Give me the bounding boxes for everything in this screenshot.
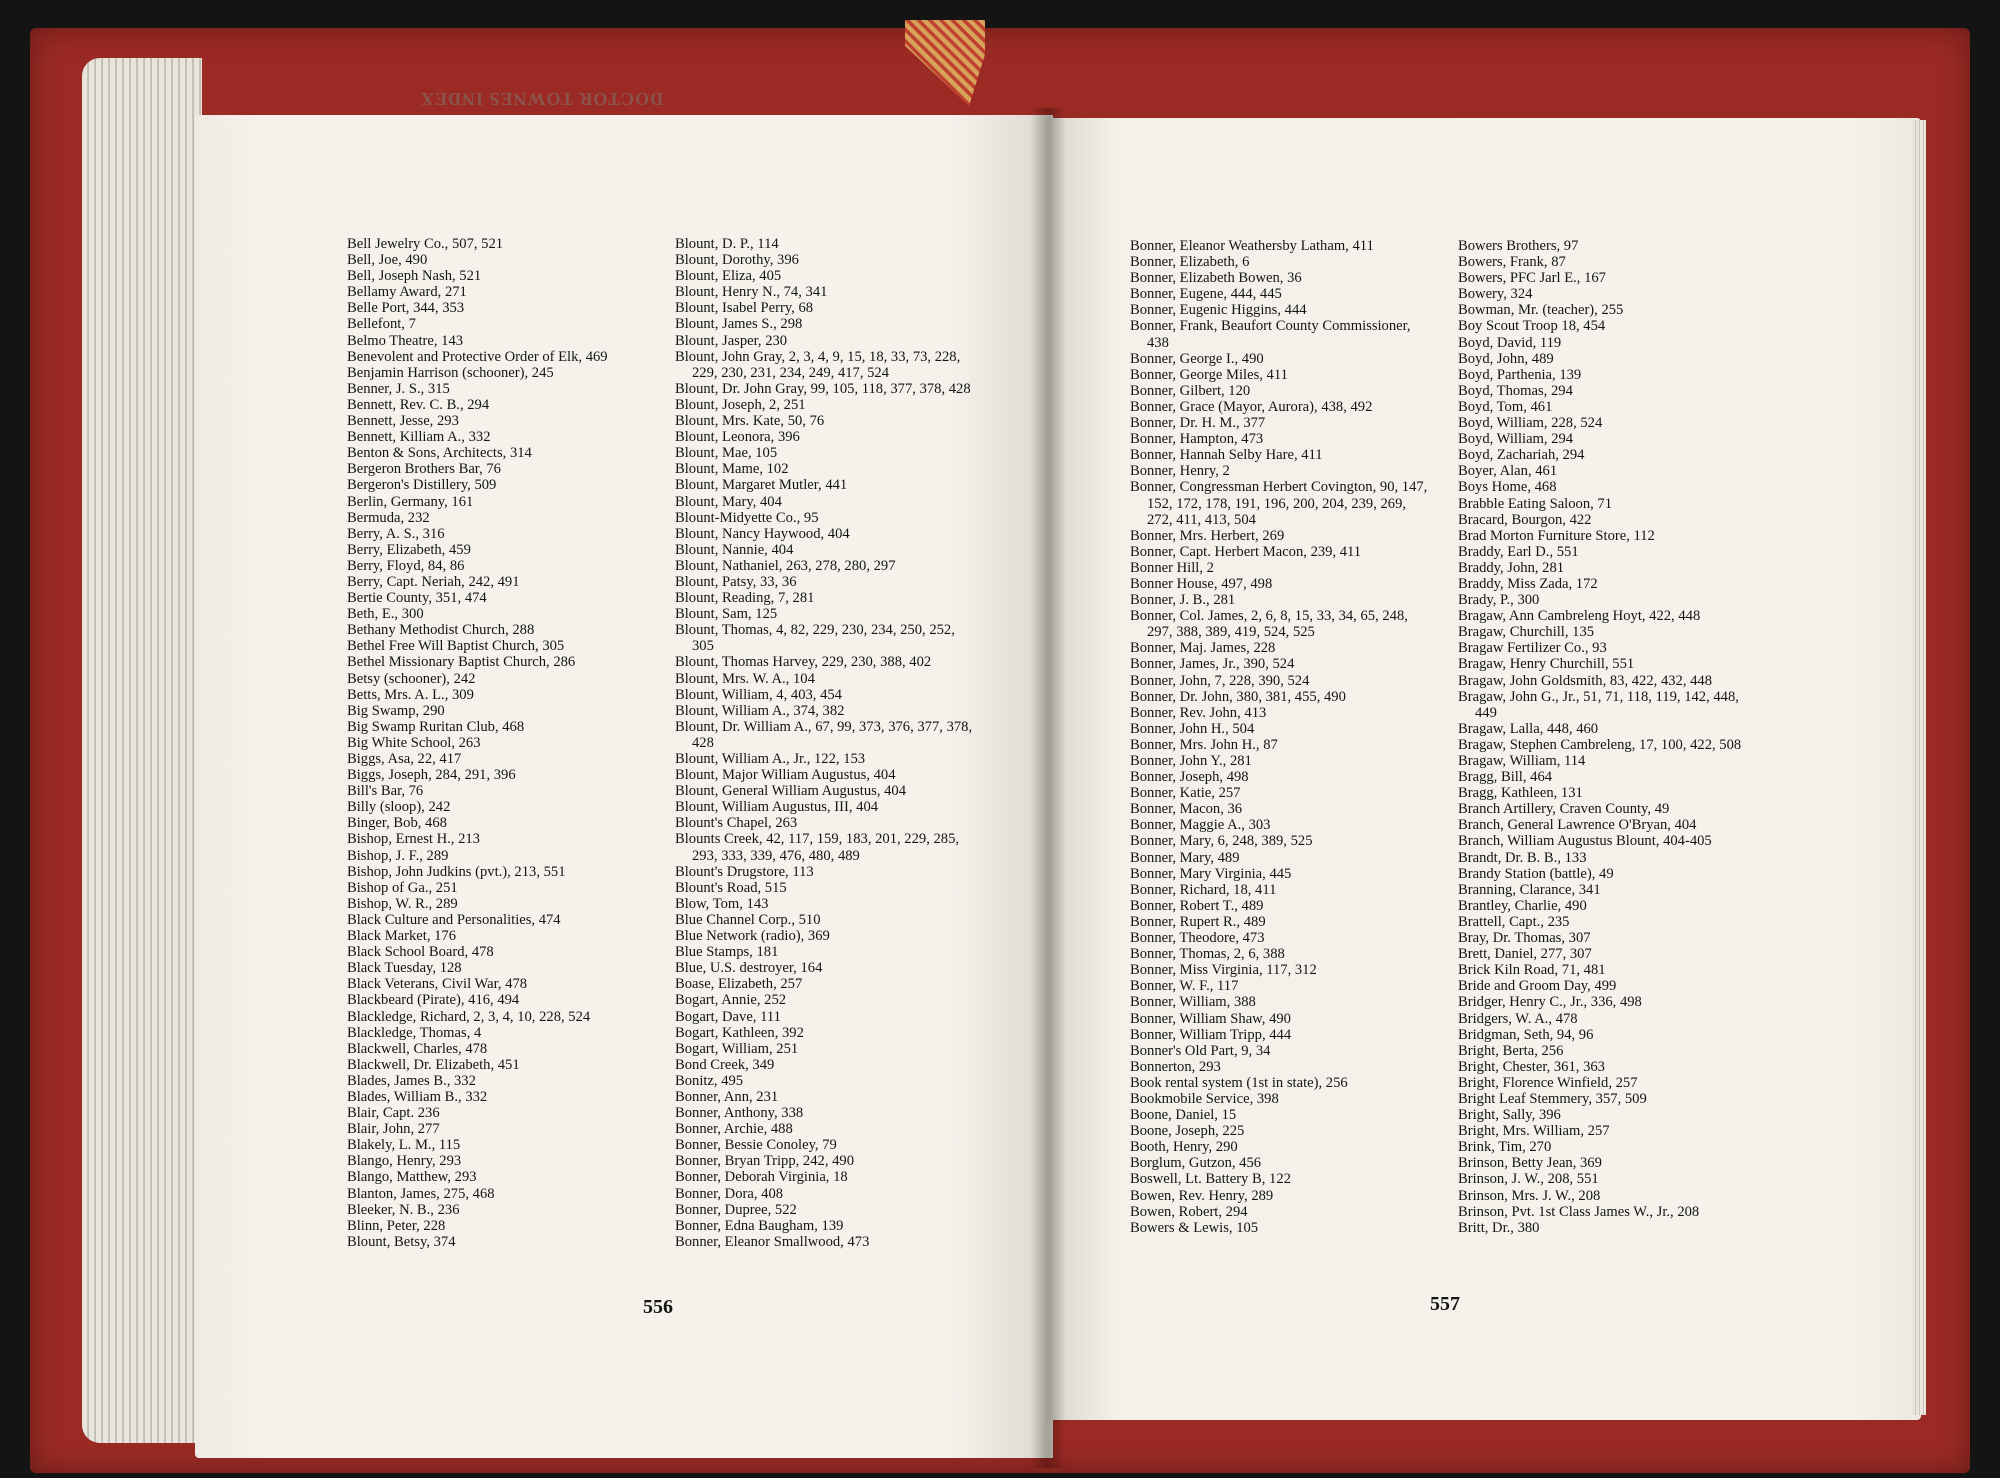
index-column-3 [1130,238,1435,1236]
index-entry: Bright, Berta, 256 [1458,1042,1564,1059]
index-entry: Branch, William Augustus Blount, 404-405 [1458,833,1712,850]
index-entry: Bragaw, John G., Jr., 51, 71, 118, 119, 142, 448, 449 [1458,688,1739,721]
index-entry: Booth, Henry, 290 [1130,1139,1238,1156]
index-entry: Bonner, Eugenic Higgins, 444 [1130,302,1307,319]
page-number-right: 557 [1430,1293,1460,1315]
index-entry: Biggs, Asa, 22, 417 [347,751,462,767]
index-entry: Blount's Chapel, 263 [675,815,798,832]
index-entry: Bonner, Maggie A., 303 [1130,817,1271,834]
index-entry: Bright, Mrs. William, 257 [1458,1123,1610,1140]
index-entry: Blount, James S., 298 [675,316,803,333]
index-entry: Boone, Daniel, 15 [1130,1107,1237,1124]
index-entry: Bonner, Joseph, 498 [1130,769,1249,786]
index-entry: Boyd, William, 294 [1458,431,1574,448]
index-entry: Bonner, Capt. Herbert Macon, 239, 411 [1130,543,1362,560]
index-entry: Bridger, Henry C., Jr., 336, 498 [1458,994,1642,1011]
index-entry: Blackwell, Charles, 478 [347,1040,488,1057]
index-entry: Blount, Dr. William A., 67, 99, 373, 376, 377, 378, 428 [675,718,973,751]
index-entry: Berry, A. S., 316 [347,525,445,542]
index-entry: Boys Home, 468 [1458,479,1557,496]
index-entry: Black Tuesday, 128 [347,960,462,977]
page-edges-left [82,58,202,1443]
index-entry: Bonner, Eugene, 444, 445 [1130,286,1282,303]
index-entry: Bright, Florence Winfield, 257 [1458,1074,1638,1091]
index-entry: Bridgers, W. A., 478 [1458,1010,1578,1027]
index-entry: Brady, P., 300 [1458,592,1540,609]
index-entry: Benner, J. S., 315 [347,380,450,397]
index-entry: Bragaw, Ann Cambreleng Hoyt, 422, 448 [1458,608,1701,625]
index-entry: Berlin, Germany, 161 [347,493,474,510]
index-entry: Bowery, 324 [1458,286,1533,303]
index-entry: Blount-Midyette Co., 95 [675,509,819,526]
index-entry: Bragaw, Lalla, 448, 460 [1458,720,1599,737]
index-entry: Bonner, Grace (Mayor, Aurora), 438, 492 [1130,398,1373,415]
page-number-left: 556 [643,1296,673,1318]
index-entry: Bowers Brothers, 97 [1458,238,1579,254]
index-entry: Blount, William Augustus, III, 404 [675,799,879,816]
index-entry: Bonner, Mrs. John H., 87 [1130,736,1278,753]
index-entry: Blair, Capt. 236 [347,1105,440,1122]
index-entry: Blount, William A., Jr., 122, 153 [675,751,866,767]
index-entry: Biggs, Joseph, 284, 291, 396 [347,767,516,784]
index-entry: Bookmobile Service, 398 [1130,1090,1279,1107]
index-entry: Blount, Jasper, 230 [675,332,788,349]
index-entry: Bellamy Award, 271 [347,284,467,301]
index-entry: Bragaw, William, 114 [1458,753,1586,769]
index-entry: Bray, Dr. Thomas, 307 [1458,930,1591,947]
index-column-1 [347,236,647,1250]
index-entry: Brantley, Charlie, 490 [1458,897,1587,914]
index-entry: Boase, Elizabeth, 257 [675,976,803,993]
index-entry: Blount's Road, 515 [675,879,787,896]
index-entry: Bogart, Dave, 111 [675,1008,781,1025]
index-entry: Boswell, Lt. Battery B, 122 [1130,1171,1291,1188]
index-entry: Bennett, Rev. C. B., 294 [347,396,490,413]
index-entry: Blount, General William Augustus, 404 [675,783,907,800]
index-entry: Blount, Sam, 125 [675,606,778,623]
index-entry: Bowers & Lewis, 105 [1130,1219,1259,1236]
index-entry: Bleeker, N. B., 236 [347,1201,460,1218]
index-entry: Bragaw Fertilizer Co., 93 [1458,640,1607,657]
index-entry: Blango, Matthew, 293 [347,1169,477,1186]
index-entry: Bonitz, 495 [675,1072,744,1089]
index-entry: Boyd, Parthenia, 139 [1458,366,1582,383]
index-entry: Bethel Free Will Baptist Church, 305 [347,638,565,655]
index-entry: Bridgman, Seth, 94, 96 [1458,1026,1594,1043]
index-entry: Bonner, Frank, Beaufort County Commissioner, 438 [1130,318,1411,351]
index-entry: Branch Artillery, Craven County, 49 [1458,801,1670,818]
index-entry: Blount, Thomas, 4, 82, 229, 230, 234, 250, 252, 305 [675,622,955,655]
index-entry: Blades, James B., 332 [347,1072,476,1089]
index-entry: Bill's Bar, 76 [347,783,424,800]
index-entry: Bogart, Kathleen, 392 [675,1024,804,1041]
index-entry: Bonner, Robert T., 489 [1130,897,1264,914]
index-entry: Blackwell, Dr. Elizabeth, 451 [347,1056,520,1073]
index-entry: Benton & Sons, Architects, 314 [347,445,532,462]
index-entry: Bonner, William Tripp, 444 [1130,1026,1292,1043]
index-entry: Bracard, Bourgon, 422 [1458,511,1592,528]
index-entry: Blount, Mrs. W. A., 104 [675,670,815,687]
index-entry: Braddy, Miss Zada, 172 [1458,575,1598,592]
index-entry: Brick Kiln Road, 71, 481 [1458,962,1606,979]
index-entry: Bragaw, Churchill, 135 [1458,624,1595,641]
index-entry: Blount, John Gray, 2, 3, 4, 9, 15, 18, 33, 73, 228, 229, 230, 231, 234, 249, 417, 524 [675,348,961,381]
index-entry: Bright, Chester, 361, 363 [1458,1058,1605,1075]
index-entry: Black Market, 176 [347,928,457,945]
index-entry: Beth, E., 300 [347,606,424,623]
index-entry: Brinson, Betty Jean, 369 [1458,1155,1602,1172]
index-entry: Benevolent and Protective Order of Elk, 469 [347,348,608,365]
index-entry: Bonner's Old Part, 9, 34 [1130,1042,1271,1059]
index-entry: Bowers, PFC Jarl E., 167 [1458,270,1606,287]
index-entry: Betts, Mrs. A. L., 309 [347,686,474,703]
index-entry: Bragaw, Henry Churchill, 551 [1458,656,1635,673]
index-entry: Billy (sloop), 242 [347,799,451,816]
index-entry: Bethany Methodist Church, 288 [347,622,535,639]
index-entry: Bonner, Dora, 408 [675,1185,784,1202]
index-entry: Bonner, John H., 504 [1130,720,1255,737]
index-entry: Boyd, William, 228, 524 [1458,415,1603,432]
index-entry: Bragaw, Stephen Cambreleng, 17, 100, 422, 508 [1458,736,1742,753]
index-entry: Bennett, Killiam A., 332 [347,429,491,446]
index-entry: Bonner, Hannah Selby Hare, 411 [1130,447,1323,464]
index-entry: Blue Network (radio), 369 [675,928,830,945]
index-entry: Brinson, J. W., 208, 551 [1458,1171,1599,1188]
index-entry: Bonner, Rev. John, 413 [1130,704,1267,721]
index-entry: Big Swamp Ruritan Club, 468 [347,718,525,735]
index-entry: Blount, Eliza, 405 [675,268,782,285]
index-entry: Brad Morton Furniture Store, 112 [1458,527,1655,544]
index-entry: Boy Scout Troop 18, 454 [1458,318,1606,335]
index-entry: Blount, Patsy, 33, 36 [675,573,797,590]
index-entry: Branning, Clarance, 341 [1458,881,1601,898]
index-entry: Bonner, Dupree, 522 [675,1201,797,1218]
index-entry: Blount, Dorothy, 396 [675,252,799,269]
index-entry: Bergeron's Distillery, 509 [347,477,497,494]
index-entry: Bogart, William, 251 [675,1040,799,1057]
index-column-2 [675,236,980,1250]
index-entry: Blount, Dr. John Gray, 99, 105, 118, 377, 378, 428 [675,380,971,397]
index-entry: Bonner, Bryan Tripp, 242, 490 [675,1153,855,1170]
index-entry: Bethel Missionary Baptist Church, 286 [347,654,576,671]
index-entry: Bonner, Miss Virginia, 117, 312 [1130,962,1317,979]
index-entry: Bonner, Richard, 18, 411 [1130,881,1277,898]
index-entry: Boyd, Tom, 461 [1458,398,1553,415]
index-entry: Black Culture and Personalities, 474 [347,911,561,928]
index-entry: Brabble Eating Saloon, 71 [1458,495,1613,512]
index-entry: Bonner, Col. James, 2, 6, 8, 15, 33, 34, 65, 248, 297, 388, 389, 419, 524, 525 [1130,608,1408,641]
index-entry: Blount, Thomas Harvey, 229, 230, 388, 402 [675,654,932,671]
index-entry: Blount, Mrs. Kate, 50, 76 [675,413,825,430]
index-entry: Blount, Leonora, 396 [675,429,800,446]
index-entry: Boyd, David, 119 [1458,334,1562,351]
index-entry: Bishop of Ga., 251 [347,879,458,896]
index-entry: Bonner, Hampton, 473 [1130,431,1264,448]
index-entry: Black Veterans, Civil War, 478 [347,976,528,993]
index-entry: Bertie County, 351, 474 [347,590,487,607]
index-entry: Borglum, Gutzon, 456 [1130,1155,1262,1172]
index-entry: Boone, Joseph, 225 [1130,1123,1245,1140]
index-entry: Boyer, Alan, 461 [1458,463,1558,480]
book-gutter [1030,108,1066,1468]
index-entry: Bowman, Mr. (teacher), 255 [1458,302,1624,319]
index-entry: Blakely, L. M., 115 [347,1137,461,1154]
index-entry: Blount, Mae, 105 [675,445,778,462]
index-entry: Bonner, Anthony, 338 [675,1105,804,1122]
bleed-through-text: DOCTOR TOWNES INDEX [420,89,664,109]
index-column-4 [1458,238,1763,1236]
index-entry: Bragg, Kathleen, 131 [1458,785,1583,802]
index-entry: Bonner, W. F., 117 [1130,978,1239,995]
index-entry: Blount, Mary, 404 [675,493,782,510]
index-entry: Berry, Capt. Neriah, 242, 491 [347,573,520,590]
index-entry: Brett, Daniel, 277, 307 [1458,946,1592,963]
index-entry: Boyd, Thomas, 294 [1458,382,1573,399]
index-entry: Blow, Tom, 143 [675,895,769,912]
index-entry: Betsy (schooner), 242 [347,670,476,687]
index-entry: Berry, Floyd, 84, 86 [347,557,465,574]
index-entry: Blackledge, Thomas, 4 [347,1024,482,1041]
index-entry: Blair, John, 277 [347,1121,440,1138]
index-entry: Bonner, Dr. John, 380, 381, 455, 490 [1130,688,1346,705]
index-entry: Bonner, Henry, 2 [1130,463,1230,480]
index-entry: Blount, Reading, 7, 281 [675,590,815,607]
index-entry: Bonner, Dr. H. M., 377 [1130,415,1266,432]
index-entry: Bonner, Theodore, 473 [1130,930,1265,947]
index-entry: Blount, Nancy Haywood, 404 [675,525,850,542]
index-entry: Bonner, Ann, 231 [675,1088,779,1105]
index-entry: Bonner, Congressman Herbert Covington, 90, 147, 152, 172, 178, 191, 196, 200, 204, 239, 269, 272, 411, 413, 504 [1130,479,1428,528]
index-entry: Bragg, Bill, 464 [1458,769,1553,786]
index-entry: Bonner House, 497, 498 [1130,575,1273,592]
index-entry: Bonner, John Y., 281 [1130,753,1252,769]
index-entry: Bonner, Edna Baugham, 139 [675,1217,844,1234]
index-entry: Blue Stamps, 181 [675,944,779,961]
index-entry: Blount, Henry N., 74, 341 [675,284,828,301]
index-entry: Blanton, James, 275, 468 [347,1185,495,1202]
index-entry: Bowen, Robert, 294 [1130,1203,1248,1220]
index-entry: Bell, Joseph Nash, 521 [347,268,482,285]
index-entry: Bonner, Mrs. Herbert, 269 [1130,527,1285,544]
index-entry: Blount, William, 4, 403, 454 [675,686,842,703]
index-entry: Blinn, Peter, 228 [347,1217,446,1234]
index-entry: Blount, Margaret Mutler, 441 [675,477,848,494]
index-entry: Boyd, Zachariah, 294 [1458,447,1585,464]
index-entry: Bell Jewelry Co., 507, 521 [347,236,504,252]
index-entry: Bonner, William, 388 [1130,994,1256,1011]
index-entry: Bonner, Bessie Conoley, 79 [675,1137,837,1154]
index-entry: Bride and Groom Day, 499 [1458,978,1617,995]
index-entry: Black School Board, 478 [347,944,494,961]
index-entry: Bonner, J. B., 281 [1130,592,1236,609]
index-entry: Brinson, Mrs. J. W., 208 [1458,1187,1601,1204]
index-entry: Bright Leaf Stemmery, 357, 509 [1458,1090,1647,1107]
index-entry: Brinson, Pvt. 1st Class James W., Jr., 208 [1458,1203,1700,1220]
index-entry: Bonner, Gilbert, 120 [1130,382,1251,399]
index-entry: Bonner, John, 7, 228, 390, 524 [1130,672,1310,689]
index-entry: Bonner, George I., 490 [1130,350,1264,367]
index-entry: Bonner, Deborah Virginia, 18 [675,1169,848,1186]
index-entry: Bennett, Jesse, 293 [347,413,459,430]
index-entry: Bonner Hill, 2 [1130,559,1214,576]
index-entry: Blount, D. P., 114 [675,236,779,252]
index-entry: Bonnerton, 293 [1130,1058,1221,1075]
index-entry: Blue Channel Corp., 510 [675,911,821,928]
index-entry: Bonner, Macon, 36 [1130,801,1243,818]
index-entry: Binger, Bob, 468 [347,815,447,832]
index-entry: Boyd, John, 489 [1458,350,1554,367]
index-entry: Bonner, George Miles, 411 [1130,366,1288,383]
index-entry: Berry, Elizabeth, 459 [347,541,471,558]
index-entry: Brattell, Capt., 235 [1458,913,1570,930]
index-entry: Bell, Joe, 490 [347,252,428,269]
index-entry: Book rental system (1st in state), 256 [1130,1074,1348,1091]
index-entry: Bermuda, 232 [347,509,430,526]
page-edges-right [1912,120,1926,1415]
index-entry: Bonner, Katie, 257 [1130,785,1241,802]
index-entry: Blount, Betsy, 374 [347,1233,456,1250]
index-entry: Belle Port, 344, 353 [347,300,465,317]
index-entry: Blackbeard (Pirate), 416, 494 [347,992,520,1009]
index-entry: Braddy, John, 281 [1458,559,1565,576]
index-entry: Bishop, J. F., 289 [347,847,449,864]
index-entry: Blount, Mame, 102 [675,461,789,478]
index-entry: Bergeron Brothers Bar, 76 [347,461,501,478]
index-entry: Benjamin Harrison (schooner), 245 [347,364,554,381]
index-entry: Blango, Henry, 293 [347,1153,462,1170]
index-entry: Bright, Sally, 396 [1458,1107,1561,1124]
index-entry: Bonner, Maj. James, 228 [1130,640,1276,657]
index-entry: Blount, William A., 374, 382 [675,702,845,719]
index-entry: Bishop, John Judkins (pvt.), 213, 551 [347,863,566,880]
index-entry: Bonner, Thomas, 2, 6, 388 [1130,946,1285,963]
index-entry: Bonner, James, Jr., 390, 524 [1130,656,1295,673]
index-entry: Blount, Major William Augustus, 404 [675,767,896,784]
index-entry: Blue, U.S. destroyer, 164 [675,960,823,977]
index-entry: Bonner, Mary, 6, 248, 389, 525 [1130,833,1313,850]
index-entry: Big Swamp, 290 [347,702,445,719]
index-entry: Big White School, 263 [347,734,481,751]
index-entry: Bonner, Mary, 489 [1130,849,1240,866]
index-entry: Blount, Nathaniel, 263, 278, 280, 297 [675,557,896,574]
index-entry: Branch, General Lawrence O'Bryan, 404 [1458,817,1697,834]
index-entry: Blounts Creek, 42, 117, 159, 183, 201, 229, 285, 293, 333, 339, 476, 480, 489 [675,831,960,864]
index-entry: Bragaw, John Goldsmith, 83, 422, 432, 448 [1458,672,1713,689]
index-entry: Brandy Station (battle), 49 [1458,865,1614,882]
index-entry: Bonner, William Shaw, 490 [1130,1010,1291,1027]
index-entry: Brink, Tim, 270 [1458,1139,1552,1156]
index-entry: Blades, William B., 332 [347,1088,488,1105]
index-entry: Bonner, Elizabeth Bowen, 36 [1130,270,1302,287]
index-entry: Bellefont, 7 [347,316,416,333]
index-entry: Bowen, Rev. Henry, 289 [1130,1187,1274,1204]
index-entry: Blount, Joseph, 2, 251 [675,396,806,413]
index-entry: Bowers, Frank, 87 [1458,254,1566,271]
index-entry: Britt, Dr., 380 [1458,1219,1540,1236]
index-entry: Blount's Drugstore, 113 [675,863,814,880]
index-entry: Blount, Isabel Perry, 68 [675,300,814,317]
index-entry: Bishop, W. R., 289 [347,895,458,912]
index-entry: Blackledge, Richard, 2, 3, 4, 10, 228, 524 [347,1008,591,1025]
index-entry: Bonner, Rupert R., 489 [1130,913,1266,930]
index-entry: Bishop, Ernest H., 213 [347,831,480,848]
index-entry: Brandt, Dr. B. B., 133 [1458,849,1587,866]
index-entry: Belmo Theatre, 143 [347,332,464,349]
index-entry: Bogart, Annie, 252 [675,992,787,1009]
index-entry: Bonner, Elizabeth, 6 [1130,254,1250,271]
index-entry: Bonner, Mary Virginia, 445 [1130,865,1292,882]
index-entry: Bond Creek, 349 [675,1056,775,1073]
index-entry: Blount, Nannie, 404 [675,541,794,558]
index-entry: Bonner, Eleanor Smallwood, 473 [675,1233,870,1250]
index-entry: Bonner, Eleanor Weathersby Latham, 411 [1130,238,1374,254]
index-entry: Braddy, Earl D., 551 [1458,543,1579,560]
index-entry: Bonner, Archie, 488 [675,1121,793,1138]
